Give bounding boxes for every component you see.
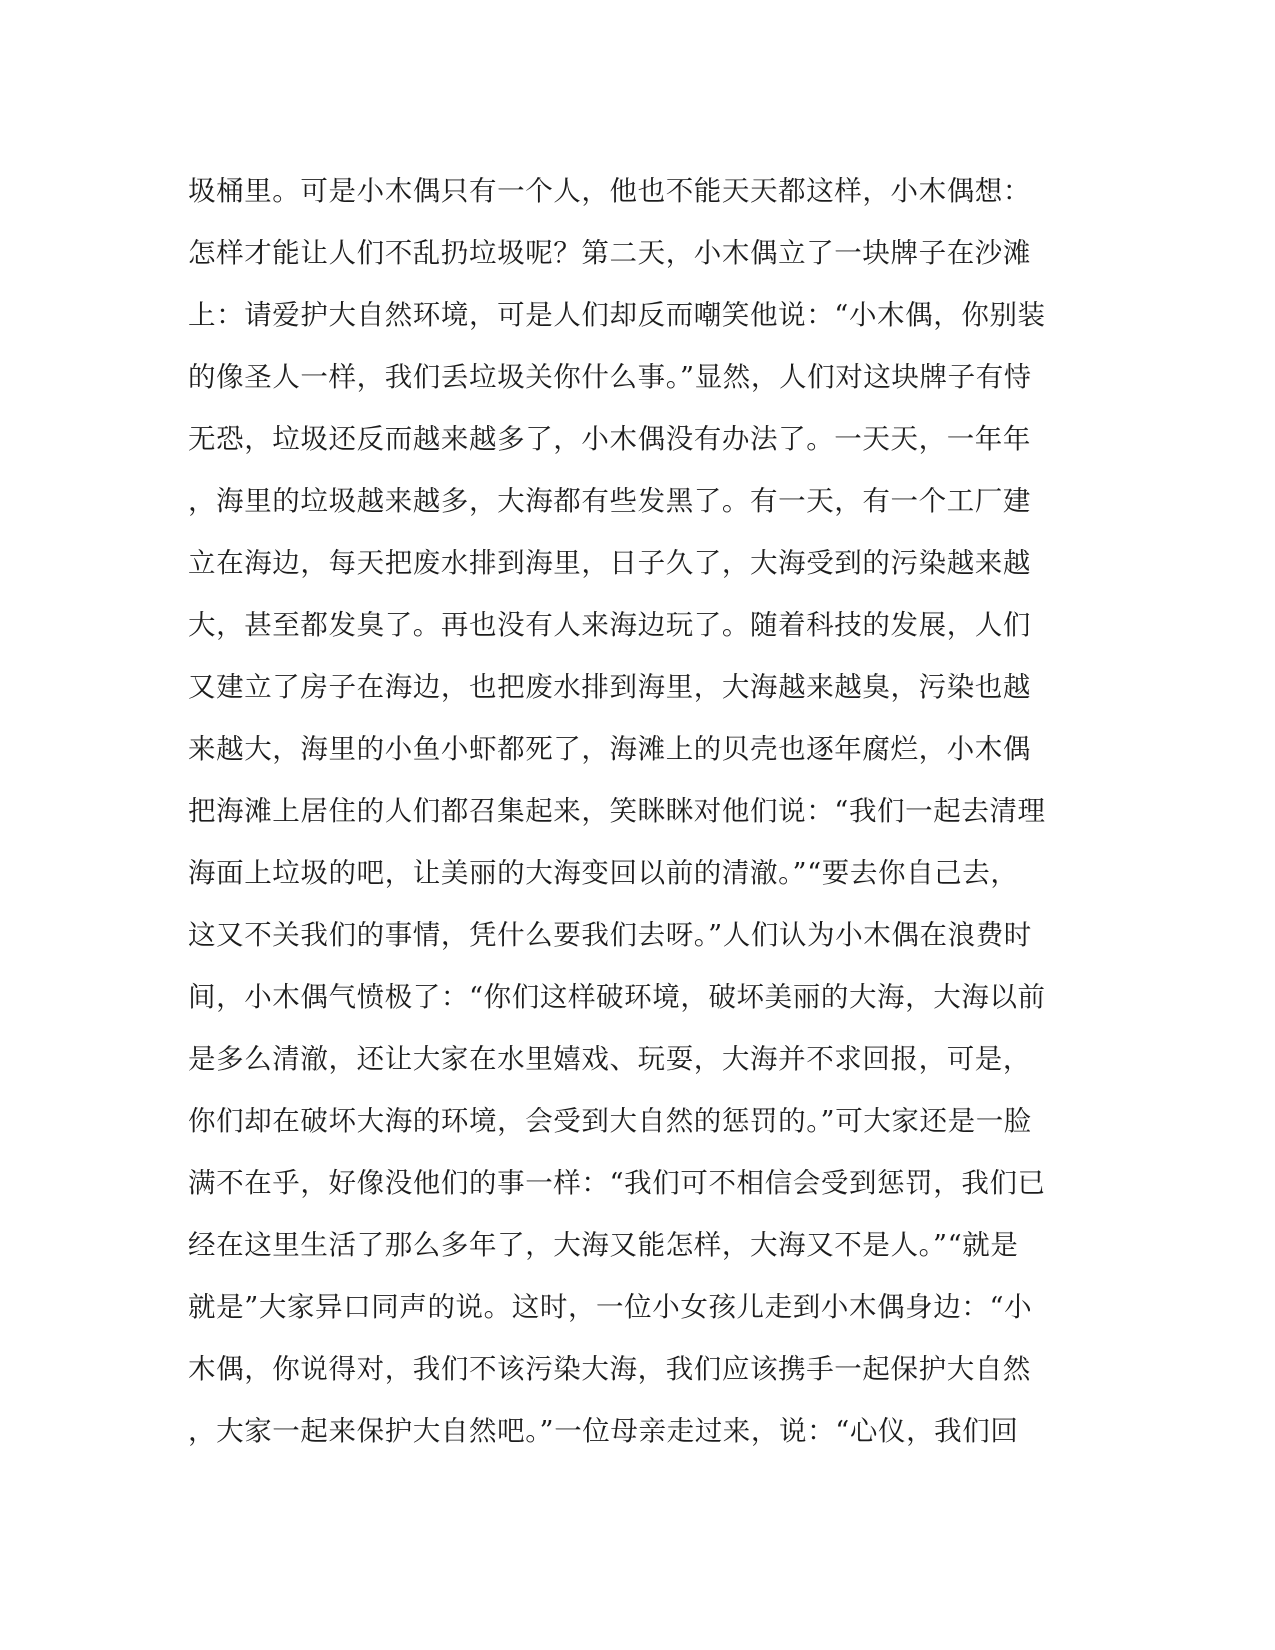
text-line: 木偶，你说得对，我们不该污染大海，我们应该携手一起保护大自然	[188, 1353, 1031, 1385]
text-line: 无恐，垃圾还反而越来越多了，小木偶没有办法了。一天天，一年年	[188, 423, 1031, 455]
text-line: 是多么清澈，还让大家在水里嬉戏、玩耍，大海并不求回报，可是，	[188, 1043, 1031, 1075]
text-line: 海面上垃圾的吧，让美丽的大海变回以前的清澈。”“要去你自己去，	[188, 857, 1019, 889]
text-line: 间，小木偶气愤极了：“你们这样破环境，破坏美丽的大海，大海以前	[188, 981, 1046, 1013]
text-line: 这又不关我们的事情，凭什么要我们去呀。”人们认为小木偶在浪费时	[188, 919, 1032, 951]
text-line: ，大家一起来保护大自然吧。”一位母亲走过来，说：“心仪，我们回	[188, 1415, 1019, 1447]
text-line: ，海里的垃圾越来越多，大海都有些发黑了。有一天，有一个工厂建	[188, 485, 1031, 517]
text-line: 来越大，海里的小鱼小虾都死了，海滩上的贝壳也逐年腐烂，小木偶	[188, 733, 1031, 765]
text-line: 就是”大家异口同声的说。这时，一位小女孩儿走到小木偶身边：“小	[188, 1291, 1033, 1323]
text-line: 又建立了房子在海边，也把废水排到海里，大海越来越臭，污染也越	[188, 671, 1031, 703]
text-line: 的像圣人一样，我们丢垃圾关你什么事。”显然，人们对这块牌子有恃	[188, 361, 1032, 393]
text-line: 上：请爱护大自然环境，可是人们却反而嘲笑他说：“小木偶，你别装	[188, 299, 1046, 331]
text-line: 把海滩上居住的人们都召集起来，笑眯眯对他们说：“我们一起去清理	[188, 795, 1046, 827]
text-line: 大，甚至都发臭了。再也没有人来海边玩了。随着科技的发展，人们	[188, 609, 1031, 641]
text-line: 你们却在破坏大海的环境，会受到大自然的惩罚的。”可大家还是一脸	[188, 1105, 1032, 1137]
text-line: 怎样才能让人们不乱扔垃圾呢？第二天，小木偶立了一块牌子在沙滩	[188, 237, 1031, 269]
text-line: 满不在乎，好像没他们的事一样：“我们可不相信会受到惩罚，我们已	[188, 1167, 1046, 1199]
text-line: 经在这里生活了那么多年了，大海又能怎样，大海又不是人。”“就是	[188, 1229, 1019, 1261]
text-line: 圾桶里。可是小木偶只有一个人，他也不能天天都这样，小木偶想：	[188, 175, 1031, 207]
story-text	[188, 160, 1088, 1462]
text-line: 立在海边，每天把废水排到海里，日子久了，大海受到的污染越来越	[188, 547, 1031, 579]
